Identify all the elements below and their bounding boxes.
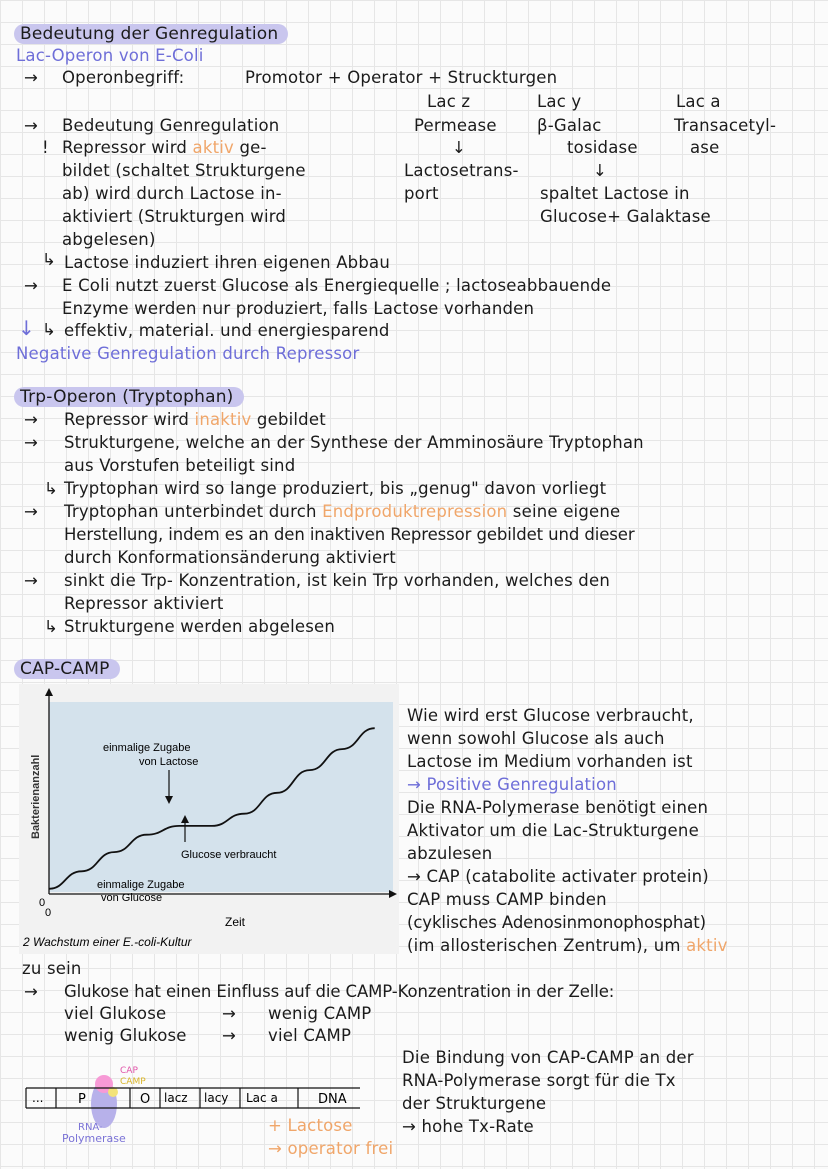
lacy-down-arrow: ↓ [593,161,608,180]
repressor-line-5: abgelesen) [62,230,156,249]
annotation-glucose-2: von Glucose [101,892,163,904]
dna-cell-lacy: lacy [204,1091,229,1105]
growth-chart [19,684,399,954]
binding-line-4: → hohe Tx-Rate [402,1117,534,1136]
gene-lacz: Lac z [427,92,471,111]
bedeutung-label: Bedeutung Genregulation [62,116,280,135]
arrow-bullet: → [24,502,39,521]
lacy-protein-2: tosidase [567,138,638,157]
cap-right-1: Wie wird erst Glucose verbraucht, [407,706,694,725]
arrow-bullet: → [24,276,39,295]
trp-line-2: Strukturgene, welche an der Synthese der Amminosäure Tryptophan [64,433,644,452]
cap-right-11: (im allosterischen Zentrum), um aktiv [407,936,728,955]
laca-protein-2: ase [690,138,720,157]
operon-formula: Promotor + Operator + Struckturgen [245,68,558,87]
cap-right-9: CAP muss CAMP binden [407,890,607,909]
trp-line-7: durch Konformationsänderung aktiviert [64,548,396,567]
trp-line-3: aus Vorstufen beteiligt sind [64,456,296,475]
repressor-line-2: bildet (schaltet Strukturgene [62,161,306,180]
laca-protein: Transacetyl- [674,116,777,135]
operon-diagram [20,1064,400,1154]
cap-right-6: Aktivator um die Lac-Strukturgene [407,821,699,840]
arrow-bullet: → [24,433,39,452]
trp-line-9: Repressor aktiviert [64,594,224,613]
trp-line-1: Repressor wird inaktiv gebildet [64,410,326,429]
gene-laca: Lac a [676,92,721,111]
x-axis-label: Zeit [225,915,246,929]
viel-camp: viel CAMP [268,1026,352,1045]
exclamation-mark: ! [42,138,49,157]
lac-heading: Bedeutung der Genregulation [14,24,288,44]
y-tick-zero: 0 [39,897,46,909]
binding-line-1: Die Bindung von CAP-CAMP an der [402,1048,694,1067]
repressor-line-1: Repressor wird aktiv ge- [62,138,267,157]
wenig-camp: wenig CAMP [268,1004,372,1023]
sub-arrow: ↳ [42,320,57,339]
growth-chart-svg [19,684,399,954]
lacz-down-arrow: ↓ [452,138,467,157]
operon-label: Operonbegriff: [62,68,185,87]
cap-right-5: Die RNA-Polymerase benötigt einen [407,798,709,817]
down-mark: ↓ [18,316,35,340]
y-axis-label: Bakterienanzahl [30,754,42,839]
y-axis-arrow [45,688,53,696]
annotation-lactose-2: von Lactose [139,756,199,768]
effektiv-line: effektiv, material. und energiesparend [64,321,390,340]
dna-cell-lacz: lacz [164,1091,188,1105]
arrow-bullet: → [24,410,39,429]
induziert-line: Lactose induziert ihren eigenen Abbau [64,253,390,272]
arrow-2: → [222,1026,237,1045]
rna-label-2: Polymerase [62,1132,126,1145]
cap-right-10: (cyklisches Adenosinmonophosphat) [407,913,706,932]
cap-right-7: abzulesen [407,844,493,863]
viel-glukose: viel Glukose [64,1004,167,1023]
lacz-protein: Permease [414,116,497,135]
cap-right-2: wenn sowohl Glucose als auch [407,729,665,748]
binding-line-3: der Strukturgene [402,1094,547,1113]
sub-arrow: ↳ [44,479,59,498]
wenig-glukose: wenig Glukose [64,1026,187,1045]
chart-caption: 2 Wachstum einer E.-coli-Kultur [23,935,192,949]
sub-arrow: ↳ [42,250,57,269]
sub-arrow: ↳ [44,617,59,636]
ecoli-line-2: Enzyme werden nur produziert, falls Lactose vorhanden [62,299,535,318]
lacz-function-1: Lactosetrans- [404,161,519,180]
cap-right-3: Lactose im Medium vorhanden ist [407,752,693,771]
lacz-function-2: port [404,184,439,203]
cap-line-zu-sein: zu sein [22,959,82,978]
camp-label: CAMP [120,1077,146,1087]
operator-frei: → operator frei [268,1139,394,1158]
negative-regulation: Negative Genregulation durch Repressor [16,344,360,363]
ecoli-line-1: E Coli nutzt zuerst Glucose als Energiequelle ; lactoseabbauende [62,276,612,295]
dna-cell-dots: ... [32,1091,44,1105]
trp-line-5: Tryptophan unterbindet durch Endproduktrepression seine eigene [64,502,621,521]
repressor-line-3: ab) wird durch Lactose in- [62,184,282,203]
lacy-function-1: spaltet Lactose in [540,184,690,203]
annotation-lactose-1: einmalige Zugabe [103,742,191,754]
rna-label-1: RNA- [78,1122,103,1133]
dna-cell-promoter: P [78,1092,86,1107]
x-tick-zero: 0 [45,907,52,919]
glukose-influence: Glukose hat einen Einfluss auf die CAMP-Konzentration in der Zelle: [64,982,615,1001]
arrow-bullet: → [24,68,39,87]
trp-heading: Trp-Operon (Tryptophan) [14,387,244,407]
dna-cell-laca: Lac a [246,1091,278,1105]
repressor-line-4: aktiviert (Strukturgen wird [62,207,287,226]
chart-plot-area [49,702,393,892]
arrow-1: → [222,1004,237,1023]
lac-subheading: Lac-Operon von E-Coli [16,46,204,65]
arrow-bullet: → [24,116,39,135]
lacy-protein: β-Galac [537,116,602,135]
cap-label: CAP [120,1066,138,1076]
cap-heading: CAP-CAMP [14,659,120,679]
trp-line-8: sinkt die Trp- Konzentration, ist kein Trp vorhanden, welches den [64,571,610,590]
annotation-glucose-used: Glucose verbraucht [181,849,277,861]
positive-regulation: → Positive Genregulation [407,775,617,794]
operon-diagram-svg [20,1064,400,1154]
trp-line-6: Herstellung, indem es an den inaktiven Repressor gebildet und dieser [64,525,635,544]
arrow-bullet: → [24,571,39,590]
trp-line-4: Tryptophan wird so lange produziert, bis „genug" davon vorliegt [64,479,607,498]
arrow-bullet: → [24,982,39,1001]
cap-right-8: → CAP (catabolite activater protein) [407,867,709,886]
annotation-glucose-1: einmalige Zugabe [97,879,185,891]
lacy-function-2: Glucose+ Galaktase [540,207,711,226]
gene-lacy: Lac y [537,92,582,111]
trp-line-10: Strukturgene werden abgelesen [64,617,336,636]
dna-cell-operator: O [140,1092,151,1107]
binding-line-2: RNA-Polymerase sorgt für die Tx [402,1071,676,1090]
dna-cell-dna: DNA [318,1092,347,1107]
plus-lactose: + Lactose [268,1116,353,1135]
